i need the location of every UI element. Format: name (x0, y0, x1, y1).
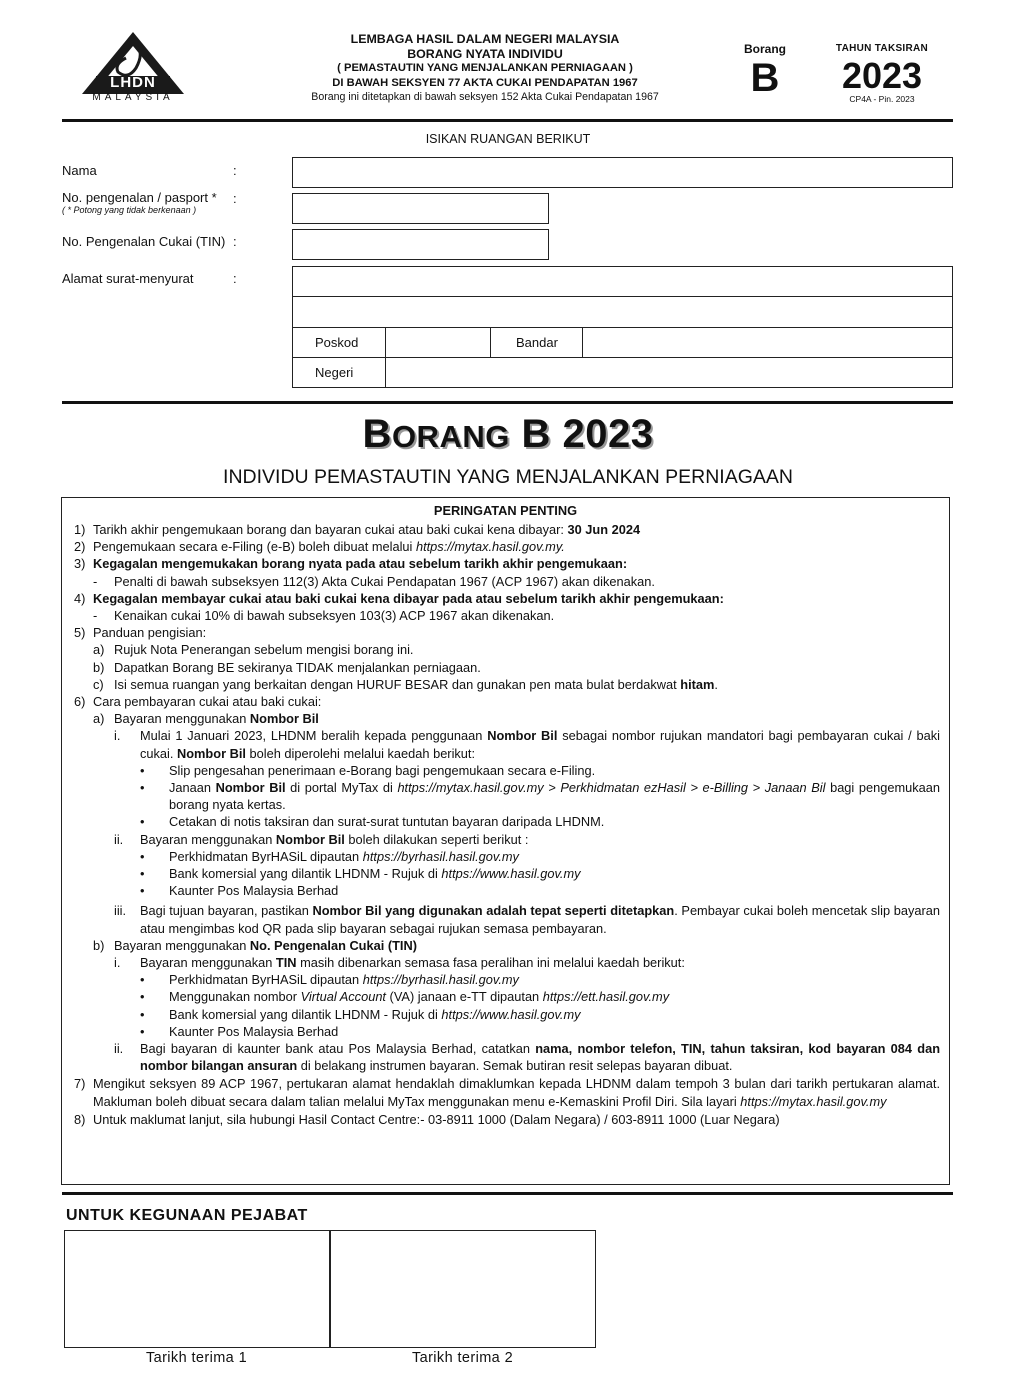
item-text: Slip pengesahan penerimaan e-Borang bagi pengemukaan secara e-Filing. (169, 762, 596, 778)
item-text: Bayaran menggunakan (114, 711, 250, 727)
item-text: Cara pembayaran cukai atau baki cukai: (93, 694, 322, 710)
item-text: bagi pengemukaan borang nyata kertas. (169, 780, 940, 813)
nama-colon: : (233, 163, 237, 178)
notice-item-7 (74, 1075, 940, 1111)
item-bold: No. Pengenalan Cukai (TIN) (249, 937, 417, 953)
notice-bullet (74, 1006, 940, 1023)
notice-item-5a (74, 641, 940, 658)
form-subtitle: INDIVIDU PEMASTAUTIN YANG MENJALANKAN PERNIAGAAN (223, 466, 793, 488)
notice-item-6a (74, 710, 940, 727)
item-text: Isi semua ruangan yang berkaitan dengan HURUF BESAR dan gunakan pen mata bulat berdakwat (114, 676, 681, 692)
item-text: Kegagalan mengemukakan borang nyata pada atau sebelum tarikh akhir pengemukaan: (93, 556, 628, 572)
notice-item-8 (74, 1111, 940, 1128)
notice-bullet (74, 988, 940, 1005)
notice-item-5c (74, 676, 940, 693)
item-text: Rujuk Nota Penerangan sebelum mengisi borang ini. (114, 642, 414, 658)
item-text: Bank komersial yang dilantik LHDNM - Rujuk di (169, 866, 442, 882)
item-number: 4) (74, 590, 86, 606)
notice-bullet (74, 762, 940, 779)
item-end: . (714, 676, 718, 692)
logo-subtext: MALAYSIA (92, 92, 174, 103)
hasil-link[interactable]: https://www.hasil.gov.my (441, 1006, 581, 1022)
notice-bullet (74, 848, 940, 865)
dash: - (93, 573, 98, 589)
tarikh-terima-2-label: Tarikh terima 2 (411, 1350, 514, 1366)
item-text: Mengikut seksyen 89 ACP 1967, pertukaran alamat hendaklah dimaklumkan kepada LHDNM dalam tempoh 3 bulan dari tarikh pertukaran alamat. Makluman boleh dibuat secara dalam talian melalui MyTax menggunakan menu e-Kemaskini Profil Diri. Sila layari (93, 1075, 940, 1109)
logo-text: LHDN (110, 74, 156, 91)
item-text: Bank komersial yang dilantik LHDNM - Rujuk di (169, 1006, 442, 1022)
item-letter: b) (93, 937, 105, 953)
item-bold: Nombor Bil (249, 711, 319, 727)
mytax-link[interactable]: https://mytax.hasil.gov.my. (415, 539, 565, 555)
notice-item-5b (74, 659, 940, 676)
ic-colon: : (233, 191, 237, 206)
notice-list (74, 521, 940, 1128)
nama-field[interactable] (292, 157, 953, 188)
bullet-icon: • (140, 1006, 145, 1022)
negeri-label: Negeri (315, 365, 354, 380)
alamat-label: Alamat surat-menyurat (62, 271, 194, 286)
notice-item-6b (74, 937, 940, 954)
borang-label: Borang (744, 42, 786, 56)
notice-bullet (74, 971, 940, 988)
item-text: Cetakan di notis taksiran dan surat-surat tuntutan bayaran daripada LHDNM. (169, 814, 605, 830)
byrhasil-link[interactable]: https://byrhasil.hasil.gov.my (362, 972, 519, 988)
header-line-5: Borang ini ditetapkan di bawah seksyen 152 Akta Cukai Pendapatan 1967 (311, 91, 659, 104)
notice-item-5 (74, 624, 940, 641)
notice-item-1 (74, 521, 940, 538)
bullet-icon: • (140, 883, 145, 899)
alamat-colon: : (233, 271, 237, 286)
item-number: 1) (74, 522, 86, 537)
title-smallcaps: ORANG (391, 419, 510, 454)
item-italic: Virtual Account (300, 989, 386, 1005)
particulars-heading: ISIKAN RUANGAN BERIKUT (425, 132, 591, 146)
tahun-taksiran-label: TAHUN TAKSIRAN (835, 43, 929, 54)
form-code: CP4A - Pin. 2023 (849, 94, 915, 104)
notice-item-4-sub (74, 607, 940, 624)
item-text: Penalti di bawah subseksyen 112(3) Akta Cukai Pendapatan 1967 (ACP 1967) akan dikenakan. (114, 573, 655, 589)
item-text: Bayaran menggunakan (114, 937, 250, 953)
header-line-4: DI BAWAH SEKSYEN 77 AKTA CUKAI PENDAPATAN 1967 (332, 76, 638, 89)
item-text: Perkhidmatan ByrHASiL dipautan (169, 848, 363, 864)
item-bold: Nombor Bil (177, 745, 246, 761)
tarikh-terima-1-label: Tarikh terima 1 (145, 1350, 248, 1366)
item-text: di portal MyTax di (285, 780, 398, 796)
mytax-path-link[interactable]: https://mytax.hasil.gov.my > Perkhidmatan ezHasil > e-Billing > Janaan Bil (397, 780, 826, 796)
tarikh-terima-2-field[interactable] (331, 1231, 595, 1347)
item-text: Kaunter Pos Malaysia Berhad (169, 883, 339, 899)
item-bold: Nombor Bil yang digunakan adalah tepat seperti ditetapkan (312, 903, 675, 919)
item-text: Panduan pengisian: (93, 625, 207, 641)
notice-item-6a-i (74, 727, 940, 761)
notice-bullet (74, 1023, 940, 1040)
item-text: di belakang instrumen bayaran. Semak butiran resit selepas bayaran dibuat. (297, 1058, 733, 1074)
item-roman: i. (114, 728, 121, 744)
bullet-icon: • (140, 1023, 145, 1039)
item-bold: nama, nombor telefon, TIN, tahun taksiran, kod bayaran 084 dan nombor bilangan ansuran (140, 1041, 941, 1074)
item-text: Menggunakan nombor (169, 989, 301, 1005)
office-use-heading: UNTUK KEGUNAAN PEJABAT (66, 1207, 308, 1224)
deadline-date: 30 Jun 2024 (567, 522, 641, 537)
nama-label: Nama (62, 163, 97, 178)
item-bold: TIN (275, 955, 297, 971)
notice-item-6b-ii (74, 1040, 940, 1074)
item-text: Kenaikan cukai 10% di bawah subseksyen 103(3) ACP 1967 akan dikenakan. (114, 608, 555, 624)
notice-item-2 (74, 538, 940, 555)
item-number: 5) (74, 625, 86, 641)
item-text: Pengemukaan secara e-Filing (e-B) boleh dibuat melalui (93, 539, 416, 555)
hasil-link[interactable]: https://www.hasil.gov.my (441, 866, 581, 882)
ic-field[interactable] (292, 193, 549, 224)
borang-letter: B (750, 56, 780, 100)
ic-note: ( * Potong yang tidak berkenaan ) (62, 205, 197, 215)
title-rest: B 2023 (521, 412, 654, 456)
bullet-icon: • (140, 762, 145, 778)
notice-bullet (74, 779, 940, 813)
bullet-icon: • (140, 848, 145, 864)
notice-item-6a-iii (74, 902, 940, 936)
header-line-1: LEMBAGA HASIL DALAM NEGERI MALAYSIA (350, 32, 620, 46)
title-initial: B (362, 412, 392, 456)
notice-item-3-sub (74, 573, 940, 590)
item-text: Bayaran menggunakan (140, 955, 276, 971)
lhdn-logo (78, 28, 188, 108)
header-title-block (240, 32, 730, 104)
poskod-field[interactable] (385, 327, 491, 358)
tahun-taksiran-value: 2023 (841, 55, 923, 96)
item-number: 3) (74, 556, 86, 572)
item-text: Tarikh akhir pengemukaan borang dan bayaran cukai atau baki cukai kena dibayar: (93, 522, 568, 537)
item-letter: a) (93, 711, 105, 727)
particulars-divider (62, 401, 953, 404)
bullet-icon: • (140, 814, 145, 830)
notice-bullet (74, 882, 940, 899)
bandar-field[interactable] (582, 327, 953, 358)
item-text: . Pembayar cukai boleh mencetak slip bayaran atau mengimbas kod QR pada slip bayaran sebagai rujukan semasa pembayaran. (140, 903, 940, 936)
header-line-3: ( PEMASTAUTIN YANG MENJALANKAN PERNIAGAAN ) (337, 62, 633, 75)
mytax-link[interactable]: https://mytax.hasil.gov.my (740, 1093, 887, 1109)
header-line-2: BORANG NYATA INDIVIDU (407, 46, 563, 61)
item-bold: Nombor Bil (487, 728, 558, 744)
bullet-icon: • (140, 989, 145, 1005)
notice-item-6b-i (74, 954, 940, 971)
byrhasil-link[interactable]: https://byrhasil.hasil.gov.my (362, 848, 519, 864)
ic-label: No. pengenalan / pasport * (62, 190, 217, 205)
notice-item-6 (74, 693, 940, 710)
tin-label: No. Pengenalan Cukai (TIN) (62, 234, 226, 249)
item-bold: Nombor Bil (215, 780, 286, 796)
header-divider (62, 119, 953, 122)
notice-item-3 (74, 555, 940, 572)
alamat-line-1-field[interactable] (292, 266, 953, 297)
item-letter: c) (93, 676, 104, 692)
item-number: 7) (74, 1075, 86, 1091)
ett-link[interactable]: https://ett.hasil.gov.my (542, 989, 670, 1005)
item-letter: a) (93, 642, 105, 658)
item-roman: ii. (114, 831, 124, 847)
item-text: Bagi bayaran di kaunter bank atau Pos Malaysia Berhad, catatkan (140, 1041, 536, 1057)
form-big-title (0, 412, 1016, 457)
item-text: (VA) janaan e-TT dipautan (386, 989, 543, 1005)
notice-item-4 (74, 590, 940, 607)
item-bold: Nombor Bil (275, 831, 345, 847)
bullet-icon: • (140, 972, 145, 988)
notice-divider (62, 1192, 953, 1195)
item-text: masih dibenarkan semasa fasa peralihan ini melalui kaedah berikut: (296, 955, 685, 971)
tin-colon: : (233, 234, 237, 249)
item-letter: b) (93, 659, 105, 675)
tin-field[interactable] (292, 229, 549, 260)
item-number: 8) (74, 1111, 86, 1127)
tarikh-terima-1-field[interactable] (64, 1231, 329, 1347)
item-text: Janaan (169, 780, 216, 796)
bullet-icon: • (140, 866, 145, 882)
item-text: Kaunter Pos Malaysia Berhad (169, 1023, 339, 1039)
item-text: Dapatkan Borang BE sekiranya TIDAK menjalankan perniagaan. (114, 659, 481, 675)
negeri-field[interactable] (385, 357, 953, 388)
item-bold: hitam (680, 676, 715, 692)
alamat-line-2-field[interactable] (292, 296, 953, 328)
item-text: Untuk maklumat lanjut, sila hubungi Hasil Contact Centre:- 03-8911 1000 (Dalam Negara) / 603-8911 1000 (Luar Negara) (93, 1111, 780, 1127)
ic-label-block (62, 190, 217, 215)
notice-bullet (74, 865, 940, 882)
poskod-label: Poskod (315, 335, 359, 350)
item-text: Kegagalan membayar cukai atau baki cukai kena dibayar pada atau sebelum tarikh akhir pengemukaan: (93, 590, 724, 606)
item-text: boleh diperolehi melalui kaedah berikut: (245, 745, 476, 761)
item-text: sebagai nombor rujukan mandatori bagi pembayaran cukai / baki cukai. (140, 728, 940, 761)
item-number: 2) (74, 539, 86, 555)
item-roman: iii. (114, 903, 127, 919)
dash: - (93, 608, 98, 624)
bandar-label: Bandar (516, 335, 558, 350)
notice-heading: PERINGATAN PENTING (433, 503, 578, 518)
item-text: Bayaran menggunakan (140, 831, 276, 847)
item-text: boleh dilakukan seperti berikut : (344, 831, 529, 847)
item-number: 6) (74, 694, 86, 710)
notice-bullet (74, 813, 940, 830)
item-text: Perkhidmatan ByrHASiL dipautan (169, 972, 363, 988)
item-roman: ii. (114, 1041, 124, 1057)
notice-item-6a-ii (74, 831, 940, 848)
bullet-icon: • (140, 780, 145, 796)
item-roman: i. (114, 955, 121, 971)
item-text: Mulai 1 Januari 2023, LHDNM beralih kepada penggunaan (140, 728, 488, 744)
item-text: Bagi tujuan bayaran, pastikan (140, 903, 313, 919)
